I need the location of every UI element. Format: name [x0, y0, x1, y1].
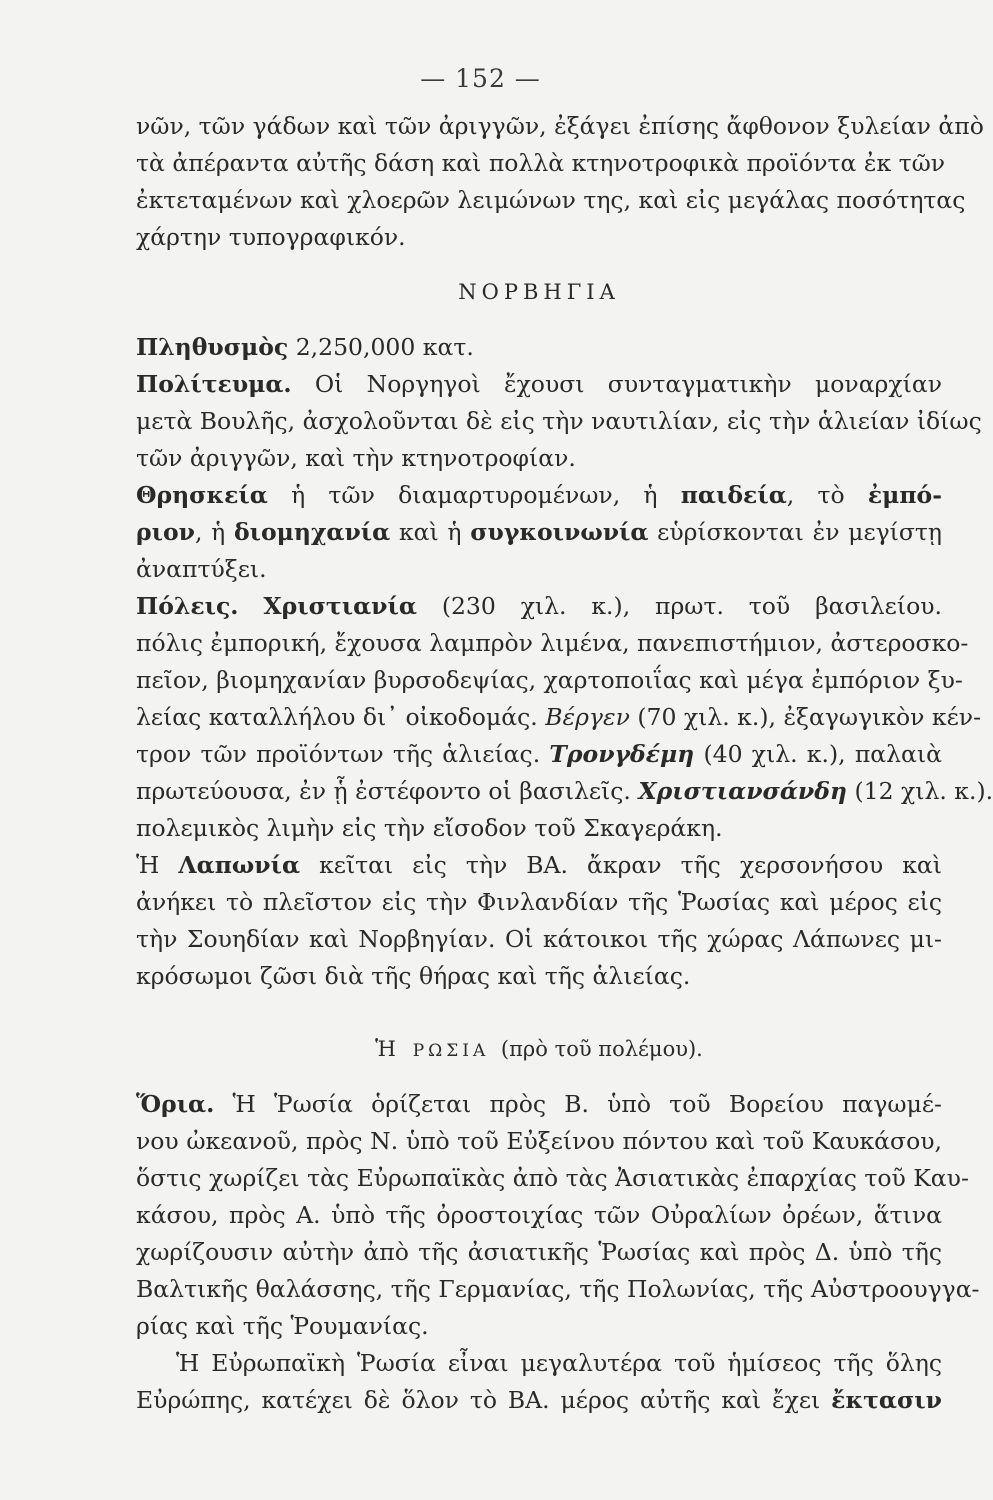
- text-line: [136, 1382, 942, 1419]
- text-line: ἐκτεταμένων καὶ χλοερῶν λειμώνων της, καὶ εἰς μεγάλας ποσότητας: [136, 186, 966, 214]
- government-line: [136, 366, 942, 403]
- text-line: [136, 773, 993, 810]
- lapland-label: Λαπωνία: [178, 851, 301, 879]
- text-line: ἀνήκει τὸ πλεῖστον εἰς τὴν Φινλανδίαν τῆς Ῥωσίας καὶ μέρος εἰς: [136, 888, 942, 916]
- kristiansand-name: Χριστιανσάνδη: [638, 777, 847, 805]
- emporion-term: ἐμπό-: [867, 481, 942, 509]
- text-line: πόλις ἐμπορική, ἔχουσα λαμπρὸν λιμένα, πανεπιστήμιον, ἀστεροσκο-: [136, 629, 969, 657]
- text-span: (230 χιλ. κ.), πρωτ. τοῦ βασιλείου.: [441, 592, 942, 620]
- text-line: κρόσωμοι ζῶσι διὰ τῆς θήρας καὶ τῆς ἁλιείας.: [136, 962, 691, 990]
- text-line: νου ὠκεανοῦ, πρὸς Ν. ὑπὸ τοῦ Εὐξείνου πόντου καὶ τοῦ Καυκάσου,: [136, 1127, 942, 1155]
- ektasin-term: ἔκτασιν: [831, 1386, 942, 1414]
- text-span: πρωτεύουσα, ἐν ᾗ ἐστέφοντο οἱ βασιλεῖς.: [136, 777, 631, 805]
- section-heading-russia: [136, 1031, 942, 1068]
- text-span: τρον τῶν προϊόντων τῆς ἁλιείας.: [136, 740, 541, 768]
- text-span: , τὸ: [786, 481, 845, 509]
- text-span: εὑρίσκονται ἐν μεγίστῃ: [657, 518, 942, 546]
- text-line: ρίας καὶ τῆς Ῥουμανίας.: [136, 1312, 429, 1340]
- text-span: , ἡ: [194, 518, 226, 546]
- text-line: Ἡ Εὐρωπαϊκὴ Ῥωσία εἶναι μεγαλυτέρα τοῦ ἡμίσεος τῆς ὅλης: [176, 1349, 942, 1377]
- emporion-term: ριον: [136, 518, 195, 546]
- text-line: [136, 514, 942, 551]
- cities-label: Πόλεις.: [136, 592, 239, 620]
- text-line: [136, 699, 982, 736]
- text-span: (40 χιλ. κ.), παλαιὰ: [703, 740, 942, 768]
- text-line: ὅστις χωρίζει τὰς Εὐρωπαϊκὰς ἀπὸ τὰς Ἀσιατικὰς ἐπαρχίας τοῦ Καυ-: [136, 1164, 969, 1192]
- text-span: (70 χιλ. κ.), ἐξαγωγικὸν κέν-: [637, 703, 982, 731]
- cities-line: [136, 588, 942, 625]
- communication-term: συγκοινωνία: [470, 518, 649, 546]
- text-span: κεῖται εἰς τὴν ΒΑ. ἄκραν τῆς χερσονήσου καὶ: [319, 851, 942, 879]
- industry-term: διομηχανία: [233, 518, 391, 546]
- text-line: ἀναπτύξει.: [136, 555, 267, 583]
- text-line: κάσου, πρὸς Α. ὑπὸ τῆς ὀροστοιχίας τῶν Οὐραλίων ὀρέων, ἅτινα: [136, 1201, 942, 1229]
- religion-label: Θρησκεία: [136, 481, 268, 509]
- page-number: — 152 —: [420, 64, 541, 93]
- bergen-name: Βέργεν: [545, 703, 630, 731]
- text-line: τὰ ἀπέραντα αὐτῆς δάση καὶ πολλὰ κτηνοτροφικὰ προϊόντα ἐκ τῶν: [136, 149, 946, 177]
- religion-line: [136, 477, 942, 514]
- text-line: νῶν, τῶν γάδων καὶ τῶν ἀριγγῶν, ἐξάγει ἐπίσης ἄφθονον ξυλείαν ἀπὸ: [136, 112, 984, 140]
- section-heading-norway: ΝΟΡΒΗΓΙΑ: [458, 280, 620, 304]
- population-line: [136, 329, 942, 366]
- text-line: Βαλτικῆς θαλάσσης, τῆς Γερμανίας, τῆς Πολωνίας, τῆς Αὐστροουγγα-: [136, 1275, 980, 1303]
- text-span: Ἡ: [136, 851, 160, 879]
- text-line: μετὰ Βουλῆς, ἀσχολοῦνται δὲ εἰς τὴν ναυτιλίαν, εἰς τὴν ἁλιείαν ἰδίως: [136, 407, 982, 435]
- text-span: (12 χιλ. κ.).: [854, 777, 993, 805]
- text-span: Ἡ Ῥωσία ὁρίζεται πρὸς Β. ὑπὸ τοῦ Βορείου παγωμέ-: [232, 1090, 942, 1118]
- text-line: [136, 736, 942, 773]
- text-span: Εὐρώπης, κατέχει δὲ ὅλον τὸ ΒΑ. μέρος αὐτῆς καὶ ἔχει: [136, 1386, 821, 1414]
- text-line: τῶν ἀριγγῶν, καὶ τὴν κτηνοτροφίαν.: [136, 444, 576, 472]
- heading-country: ΡΩΣΙΑ: [412, 1041, 490, 1061]
- population-value: 2,250,000 κατ.: [295, 333, 474, 361]
- heading-note: (πρὸ τοῦ πολέμου).: [500, 1037, 703, 1061]
- borders-label: Ὅρια.: [136, 1090, 215, 1118]
- text-line: τὴν Σουηδίαν καὶ Νορβηγίαν. Οἱ κάτοικοι τῆς χώρας Λάπωνες μι-: [136, 925, 942, 953]
- text-line: χωρίζουσιν αὐτὴν ἀπὸ τῆς ἀσιατικῆς Ῥωσίας καὶ πρὸς Δ. ὑπὸ τῆς: [136, 1238, 942, 1266]
- paideia-term: παιδεία: [680, 481, 787, 509]
- lapland-line: [136, 847, 942, 884]
- government-label: Πολίτευμα.: [136, 370, 292, 398]
- text-line: πεῖον, βιομηχανίαν βυρσοδεψίας, χαρτοποιΐας καὶ μέγα ἐμπόριον ξυ-: [136, 666, 963, 694]
- trondheim-name: Τρονγδέμη: [549, 740, 695, 768]
- text-span: Οἱ Νοργηγοὶ ἔχουσι συνταγματικὴν μοναρχίαν: [314, 370, 942, 398]
- page-body: [136, 108, 993, 1419]
- text-span: λείας καταλλήλου δι᾽ οἰκοδομάς.: [136, 703, 538, 731]
- text-span: καὶ ἡ: [398, 518, 462, 546]
- text-span: ἡ τῶν διαμαρτυρομένων, ἡ: [291, 481, 658, 509]
- heading-article: Ἡ: [375, 1037, 401, 1061]
- population-label: Πληθυσμὸς: [136, 333, 289, 361]
- christiania-name: Χριστιανία: [263, 592, 417, 620]
- text-line: πολεμικὸς λιμὴν εἰς τὴν εἴσοδον τοῦ Σκαγεράκη.: [136, 814, 723, 842]
- borders-line: [136, 1086, 942, 1123]
- text-line: χάρτην τυπογραφικόν.: [136, 223, 406, 251]
